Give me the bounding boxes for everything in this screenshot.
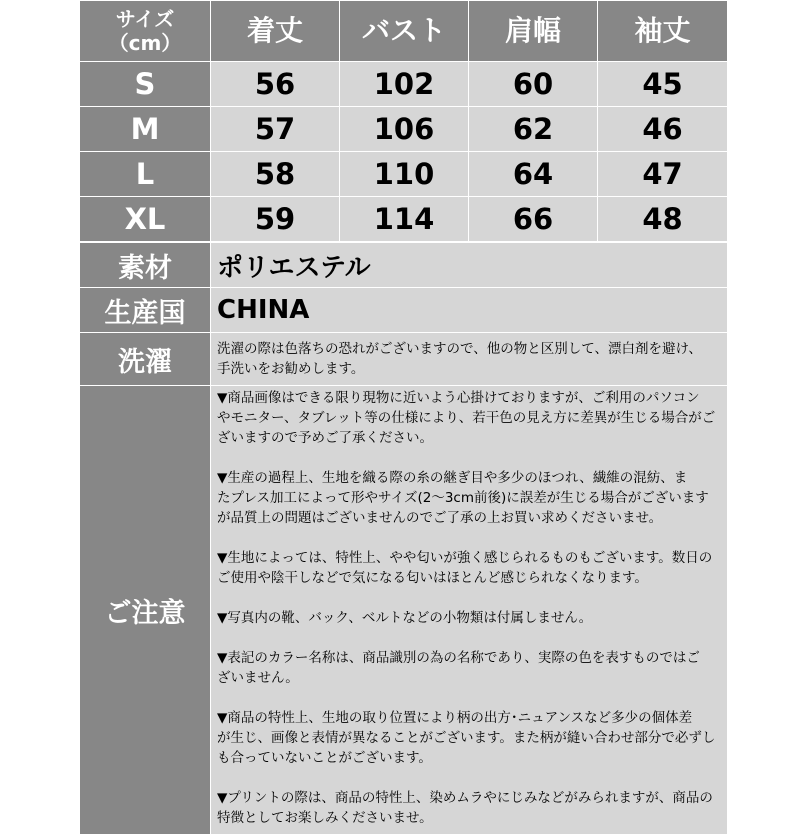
sleeve-value: 47 [598,152,728,197]
table-row [80,107,728,152]
sleeve-header: 袖丈 [598,1,728,62]
sleeve-value: 48 [598,197,728,242]
size-table-header-row [80,1,728,62]
table-row [80,62,728,107]
length-value: 57 [211,107,340,152]
caution-note-color: ▼商品画像はできる限り現物に近いよう心掛けておりますが、ご利用のパソコン やモニター、タブレット等の仕様により、若干色の見え方に差異が生じる場合がご ざいますので予めご了承ください。 [217,390,716,446]
caution-note-print: ▼プリントの際は、商品の特性上、染めムラやにじみなどがみられますが、商品の 特徴としてお楽しみくださいませ。 [217,790,713,826]
length-value: 59 [211,197,340,242]
length-header: 着丈 [211,1,340,62]
shoulder-value: 66 [469,197,598,242]
table-row [80,197,728,242]
sleeve-value: 46 [598,107,728,152]
shoulder-value: 62 [469,107,598,152]
bust-value: 102 [340,62,469,107]
size-label: L [80,152,211,197]
washing-label: 洗濯 [80,333,211,386]
origin-row [80,288,728,333]
shoulder-header: 肩幅 [469,1,598,62]
caution-note-pattern: ▼商品の特性上、生地の取り位置により柄の出方･ニュアンスなど多少の個体差 が生じ、画像と表情が異なることがございます。また柄が縫い合わせ部分で必ずし も合っていないことがございます。 [217,710,716,766]
shoulder-value: 60 [469,62,598,107]
washing-text: 洗濯の際は色落ちの恐れがございますので、他の物と区別して、漂白剤を避け、 手洗いをお勧めします。 [211,333,728,386]
caution-row [80,386,728,835]
caution-note-production: ▼生産の過程上、生地を織る際の糸の継ぎ目や多少のほつれ、繊維の混紡、ま たプレス加工によって形やサイズ(2～3cm前後)に誤差が生じる場合がございます が品質上の問題はございませんのでご了承の上お買い求めくださいませ。 [217,470,709,526]
size-unit-header: サイズ （cm） [80,1,211,62]
length-value: 56 [211,62,340,107]
caution-label: ご注意 [80,386,211,835]
caution-note-color-name: ▼表記のカラー名称は、商品識別の為の名称であり、実際の色を表すものではご ざいません。 [217,650,700,686]
material-label: 素材 [80,243,211,288]
size-label: XL [80,197,211,242]
bust-value: 106 [340,107,469,152]
table-row [80,152,728,197]
origin-value: CHINA [211,288,728,333]
product-spec-sheet [79,0,727,826]
caution-notes [211,386,728,835]
origin-label: 生産国 [80,288,211,333]
material-row [80,243,728,288]
material-value: ポリエステル [211,243,728,288]
size-label: S [80,62,211,107]
washing-row [80,333,728,386]
size-table [79,0,728,242]
caution-note-accessories: ▼写真内の靴、バック、ベルトなどの小物類は付属しません。 [217,610,593,626]
product-details-table [79,242,728,835]
bust-header: バスト [340,1,469,62]
sleeve-value: 45 [598,62,728,107]
shoulder-value: 64 [469,152,598,197]
bust-value: 110 [340,152,469,197]
size-label: M [80,107,211,152]
bust-value: 114 [340,197,469,242]
caution-note-odor: ▼生地によっては、特性上、やや匂いが強く感じられるものもございます。数日の ご使用や陰干しなどで気になる匂いはほとんど感じられなくなります。 [217,550,713,586]
length-value: 58 [211,152,340,197]
